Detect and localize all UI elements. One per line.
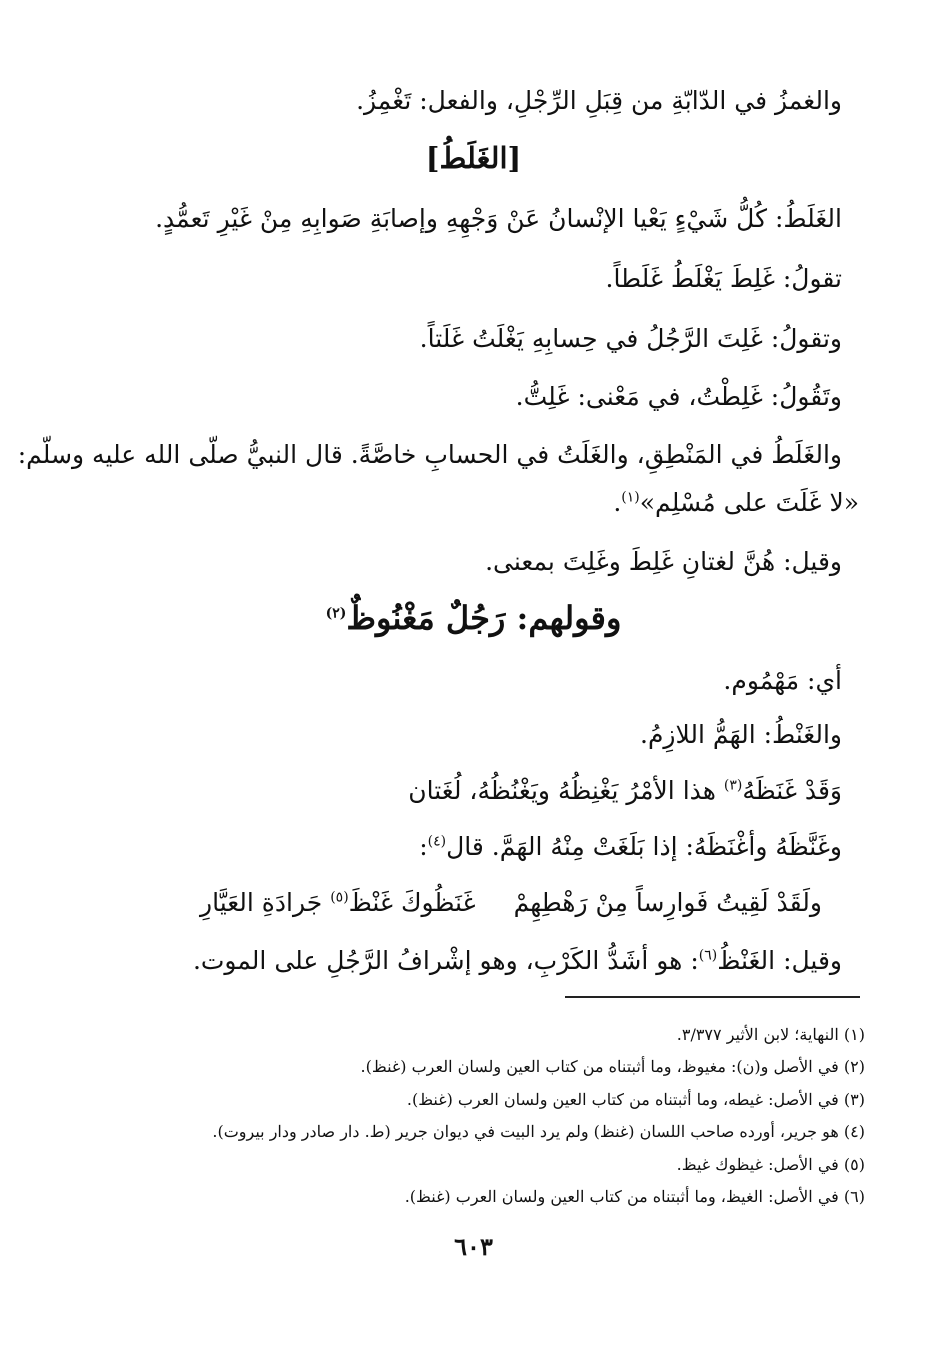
entry-heading (0, 598, 947, 638)
heading-text: وقولهم: رَجُلٌ مَغْنُوظٌ (346, 599, 622, 637)
footnote: (٤) هو جرير، أورده صاحب اللسان (غنظ) ولم يرد البيت في ديوان جرير (ط. دار صادر ودار بيروت). (212, 1122, 865, 1141)
footnote: (٣) في الأصل: غيطه، وما أثبتناه من كتاب العين ولسان العرب (غنظ). (406, 1090, 865, 1109)
text-line: تقولُ: غَلِطَ يَغْلَطُ غَلَطاً. (605, 264, 842, 293)
punctuation: . (613, 488, 622, 517)
text-line: الغَلَطُ: كُلُّ شَيْءٍ يَعْيا الإنْسانُ عَنْ وَجْهِهِ وإصابَةِ صَوابِهِ مِنْ غَيْرِ تَعمُّدٍ. (155, 204, 842, 233)
text-line: وتقولُ: غَلِتَ الرَّجُلُ في حِسابِهِ يَغْلَتُ غَلَتاً. (419, 324, 842, 353)
entry-heading: [الغَلَطُ] (425, 141, 522, 175)
footnote-ref: (٢) (325, 605, 347, 622)
text-segment: وغَنَّظَهُ وأغْنَظَهُ: إذا بَلَغَتْ مِنْهُ الهَمَّ. قال (446, 832, 842, 861)
text-segment: : (419, 832, 428, 861)
footnote: (٥) في الأصل: غيظوك غيظ. (676, 1155, 865, 1174)
footnote: (١) النهاية؛ لابن الأثير ٣/٣٧٧. (676, 1025, 865, 1044)
text-line (613, 486, 859, 520)
text-line (193, 944, 842, 978)
text-line (419, 830, 842, 864)
text-segment: غَنَظُوكَ غَنْظَ (348, 888, 476, 917)
text-line: والغمزُ في الدّابّةِ من قِبَلِ الرِّجْلِ، والفعل: تَغْمِزُ. (356, 86, 842, 115)
footnote: (٢) في الأصل و(ن): مغيوظ، وما أثبتناه من كتاب العين ولسان العرب (غنظ). (360, 1057, 865, 1076)
text-line: والغَنْطُ: الهَمُّ اللازِمُ. (640, 720, 842, 749)
text-segment: وَقَدْ غَنَظَهُ (742, 776, 842, 805)
footnote-ref: (٣) (723, 777, 743, 794)
hadith-quote: «لا غَلَتَ على مُسْلِم» (639, 488, 859, 517)
footnote-ref: (١) (621, 489, 640, 506)
text-segment: هذا الأمْرُ يَغْنِظُهُ ويَغْنُظُهُ، لُغَتان (408, 776, 724, 805)
text-segment: وقيل: الغَنْظُ (717, 946, 842, 975)
footnote-separator (565, 996, 860, 998)
text-line: أي: مَهْمُوم. (723, 666, 842, 695)
verse-hemistich-right: ولَقَدْ لَقِيتُ فَوارِساً مِنْ رَهْطِهِمْ (513, 888, 822, 917)
text-line (408, 774, 842, 808)
footnote: (٦) في الأصل: الغيظ، وما أثبتناه من كتاب العين ولسان العرب (غنظ). (404, 1187, 865, 1206)
footnote-ref: (٦) (698, 947, 718, 964)
text-line: والغَلَطُ في المَنْطِقِ، والغَلَتُ في الحسابِ خاصَّةً. قال النبيُّ صلّى الله عليه وسلّم: (17, 440, 842, 469)
footnote-ref: (٤) (427, 833, 447, 850)
text-line: وقيل: هُنَّ لغتانِ غَلِطَ وغَلِتَ بمعنى. (485, 547, 842, 576)
text-segment: : هو أشَدُّ الكَرْبِ، وهو إشْرافُ الرَّجُلِ على الموت. (192, 946, 699, 975)
verse-hemistich-left (200, 886, 476, 920)
text-segment: جَرادَةِ العَيَّارِ (200, 888, 331, 917)
page-number: ٦٠٣ (454, 1232, 493, 1261)
text-line: وتَقُولُ: غَلِطْتُ، في مَعْنى: غَلِتُّ. (515, 382, 842, 411)
footnote-ref: (٥) (330, 889, 349, 906)
